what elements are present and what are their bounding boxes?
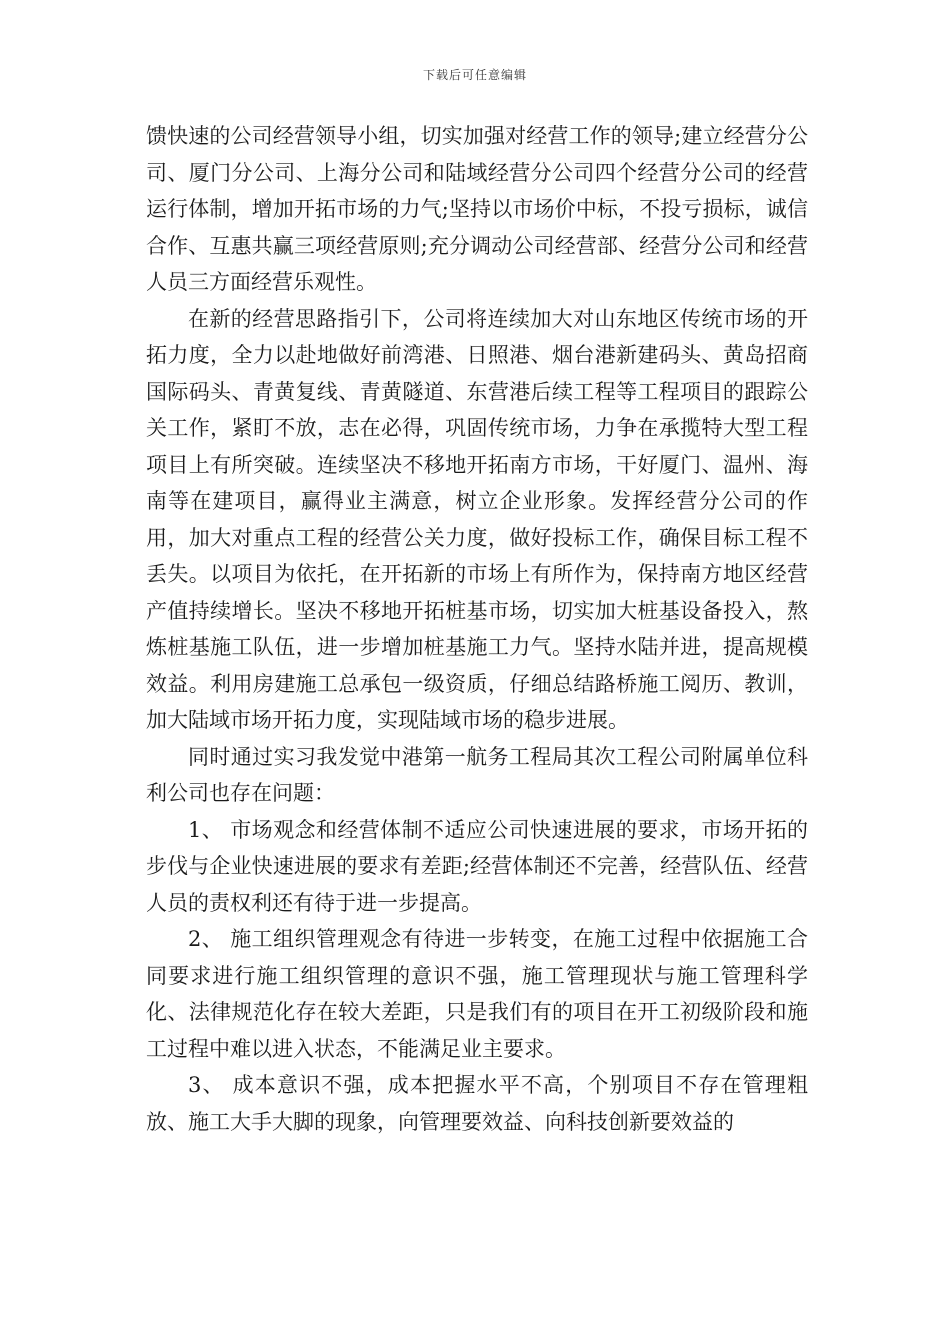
page-header: 下载后可任意编辑 [422,68,527,82]
paragraph-continued: 馈快速的公司经营领导小组，切实加强对经营工作的领导;建立经营分公司、厦门分公司、上海分公司和陆域经营分公司四个经营分公司的经营运行体制，增加开拓市场的力气;坚持以市场价中标，不投亏损标，诚信合作、互惠共赢三项经营原则;充分调动公司经营部、经营分公司和经营人员三方面经营乐观性。 [146,124,808,294]
list-item-1: 1、 市场观念和经营体制不适应公司快速进展的要求，市场开拓的步伐与企业快速进展的要求有差距;经营体制还不完善，经营队伍、经营人员的责权利还有待于进一步提高。 [146,817,808,915]
document-body [146,118,808,1140]
paragraph-strategy: 在新的经营思路指引下，公司将连续加大对山东地区传统市场的开拓力度，全力以赴地做好前湾港、日照港、烟台港新建码头、黄岛招商国际码头、青黄复线、青黄隧道、东营港后续工程等工程项目的跟踪公关工作，紧盯不放，志在必得，巩固传统市场，力争在承揽特大型工程项目上有所突破。连续坚决不移地开拓南方市场，干好厦门、温州、海南等在建项目，赢得业主满意，树立企业形象。发挥经营分公司的作用，加大对重点工程的经营公关力度，做好投标工作，确保目标工程不丢失。以项目为依托，在开拓新的市场上有所作为，保持南方地区经营产值持续增长。坚决不移地开拓桩基市场，切实加大桩基设备投入，熬炼桩基施工队伍，进一步增加桩基施工力气。坚持水陆并进，提高规模效益。利用房建施工总承包一级资质，仔细总结路桥施工阅历、教训，加大陆域市场开拓力度，实现陆域市场的稳步进展。 [146,306,808,732]
list-item-3: 3、 成本意识不强，成本把握水平不高，个别项目不存在管理粗放、施工大手大脚的现象，向管理要效益、向科技创新要效益的 [146,1073,808,1134]
list-item-2: 2、 施工组织管理观念有待进一步转变，在施工过程中依据施工合同要求进行施工组织管理的意识不强，施工管理现状与施工管理科学化、法律规范化存在较大差距，只是我们有的项目在开工初级阶段和施工过程中难以进入状态，不能满足业主要求。 [146,927,808,1061]
paragraph-problems-intro: 同时通过实习我发觉中港第一航务工程局其次工程公司附属单位科利公司也存在问题： [146,744,808,805]
